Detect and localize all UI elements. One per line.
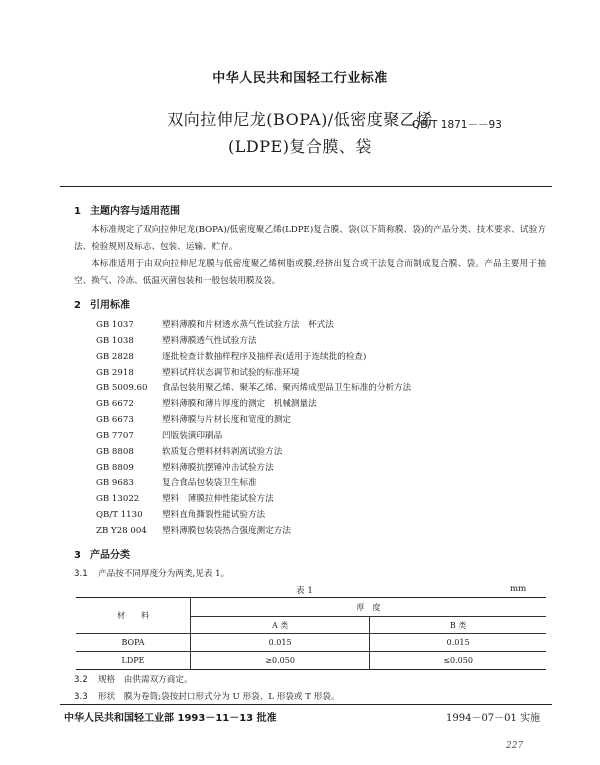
header-material: 材 料 <box>76 598 191 634</box>
standard-code-ref: GB 2828 <box>96 352 134 362</box>
section-1-paragraph-1: 本标准规定了双向拉伸尼龙(BOPA)/低密度聚乙烯(LDPE)复合膜、袋(以下简称膜、袋)的产品分类、技术要求、试验方法、检验规则及标志、包装、运输、贮存。 <box>74 225 546 252</box>
table-caption: 表 1 <box>296 586 313 596</box>
standard-code-ref: GB 1038 <box>96 336 134 346</box>
section-1-title: 主题内容与适用范围 <box>90 206 180 217</box>
standard-code-ref: GB 1037 <box>96 320 134 330</box>
header-class-a: A 类 <box>191 617 370 634</box>
section-1-heading <box>74 202 180 217</box>
standard-reference <box>96 476 257 490</box>
clause-number: 3.2 <box>74 675 88 685</box>
standard-reference <box>96 413 291 427</box>
standard-reference <box>96 334 257 348</box>
cell-class-a: 0.015 <box>191 634 370 652</box>
standard-name: 塑料薄膜透气性试验方法 <box>162 336 257 346</box>
clause-text: 产品按不同厚度分为两类,见表 1。 <box>98 569 230 579</box>
standard-code-ref: GB 9683 <box>96 478 134 488</box>
standard-code-ref: ZB Y28 004 <box>96 526 147 536</box>
cell-material: BOPA <box>76 634 191 652</box>
standard-reference <box>96 318 334 332</box>
table-row <box>76 652 546 670</box>
footer-divider <box>60 704 552 705</box>
standard-name: 食品包装用聚乙烯、聚苯乙烯、聚丙烯成型品卫生标准的分析方法 <box>162 383 412 393</box>
standard-name: 塑料薄膜与片材长度和宽度的测定 <box>162 415 291 425</box>
standard-reference <box>96 429 222 443</box>
section-2-title: 引用标准 <box>90 300 130 311</box>
standard-name: 凹版装潢印刷品 <box>162 431 223 441</box>
document-title-line-2: (LDPE)复合膜、袋 <box>228 137 372 156</box>
standard-reference <box>96 397 317 411</box>
thickness-table <box>76 597 546 670</box>
standard-name: 复合食品包装袋卫生标准 <box>162 478 257 488</box>
section-2-heading <box>74 296 130 311</box>
standard-code-ref: GB 6672 <box>96 399 134 409</box>
table-header-row <box>76 598 546 617</box>
cell-class-a: ≥0.050 <box>191 652 370 670</box>
standard-name: 塑料 薄膜拉伸性能试验方法 <box>162 494 274 504</box>
standard-name: 逐批检查计数抽样程序及抽样表(适用于连续批的检查) <box>162 352 367 362</box>
standard-reference <box>96 350 366 364</box>
section-3-number: 3 <box>74 550 81 561</box>
clause-number: 3.1 <box>74 569 88 579</box>
clause-text: 形状 膜为卷筒;袋按封口形式分为 U 形袋、L 形袋或 T 形袋。 <box>98 692 340 702</box>
standard-name: 塑料试样状态调节和试验的标准环境 <box>162 368 300 378</box>
header-divider <box>60 186 552 187</box>
section-3-title: 产品分类 <box>90 550 130 561</box>
standard-code-ref: GB 13022 <box>96 494 140 504</box>
section-1-paragraph-2: 本标准适用于由双向拉伸尼龙膜与低密度聚乙烯树脂或膜,经挤出复合或干法复合而制成复合膜、袋。产品主要用于抽空、换气、冷冻、低温灭菌包装和一般包装用膜及袋。 <box>74 259 546 286</box>
table-unit: mm <box>510 584 527 594</box>
standard-code-ref: GB 5009.60 <box>96 383 148 393</box>
cell-class-b: ≤0.050 <box>370 652 546 670</box>
standard-reference <box>96 492 274 506</box>
document-title-line-1: 双向拉伸尼龙(BOPA)/低密度聚乙烯 <box>167 110 433 129</box>
issuing-organization: 中华人民共和国轻工行业标准 <box>212 71 388 86</box>
standard-code-ref: GB 6673 <box>96 415 134 425</box>
section-1-number: 1 <box>74 206 81 217</box>
standard-name: 塑料直角撕裂性能试验方法 <box>162 510 266 520</box>
standard-name: 塑料薄膜和薄片厚度的测定 机械测量法 <box>162 399 317 409</box>
standard-code: QB/T 1871－－93 <box>412 119 502 131</box>
standard-name: 塑料薄膜抗摆锤冲击试验方法 <box>162 463 274 473</box>
standard-reference <box>96 508 265 522</box>
standard-name: 塑料薄膜和片材透水蒸气性试验方法 杯式法 <box>162 320 334 330</box>
standard-reference <box>96 445 282 459</box>
standard-code-ref: GB 8809 <box>96 463 134 473</box>
header-class-b: B 类 <box>370 617 546 634</box>
cell-material: LDPE <box>76 652 191 670</box>
standard-reference <box>96 366 300 380</box>
cell-class-b: 0.015 <box>370 634 546 652</box>
clause-3-3 <box>74 690 340 702</box>
clause-text: 规格 由供需双方商定。 <box>98 675 193 685</box>
standard-code-ref: QB/T 1130 <box>96 510 143 520</box>
table-row <box>76 634 546 652</box>
standard-reference <box>96 524 291 538</box>
header-thickness: 厚 度 <box>191 598 547 617</box>
clause-3-2 <box>74 673 193 685</box>
standard-reference <box>96 461 274 475</box>
section-2-number: 2 <box>74 300 81 311</box>
standard-name: 软质复合塑料材料剥离试验方法 <box>162 447 283 457</box>
section-3-heading <box>74 546 130 561</box>
standard-code-ref: GB 7707 <box>96 431 134 441</box>
standard-reference <box>96 381 411 395</box>
standard-name: 塑料薄膜包装袋热合强度测定方法 <box>162 526 291 536</box>
standard-code-ref: GB 8808 <box>96 447 134 457</box>
clause-number: 3.3 <box>74 692 88 702</box>
approval-statement: 中华人民共和国轻工业部 1993－11－13 批准 <box>64 713 277 724</box>
clause-3-1 <box>74 567 229 579</box>
standard-code-ref: GB 2918 <box>96 368 134 378</box>
page-number: 227 <box>506 741 524 751</box>
effective-date: 1994－07－01 实施 <box>446 713 541 724</box>
